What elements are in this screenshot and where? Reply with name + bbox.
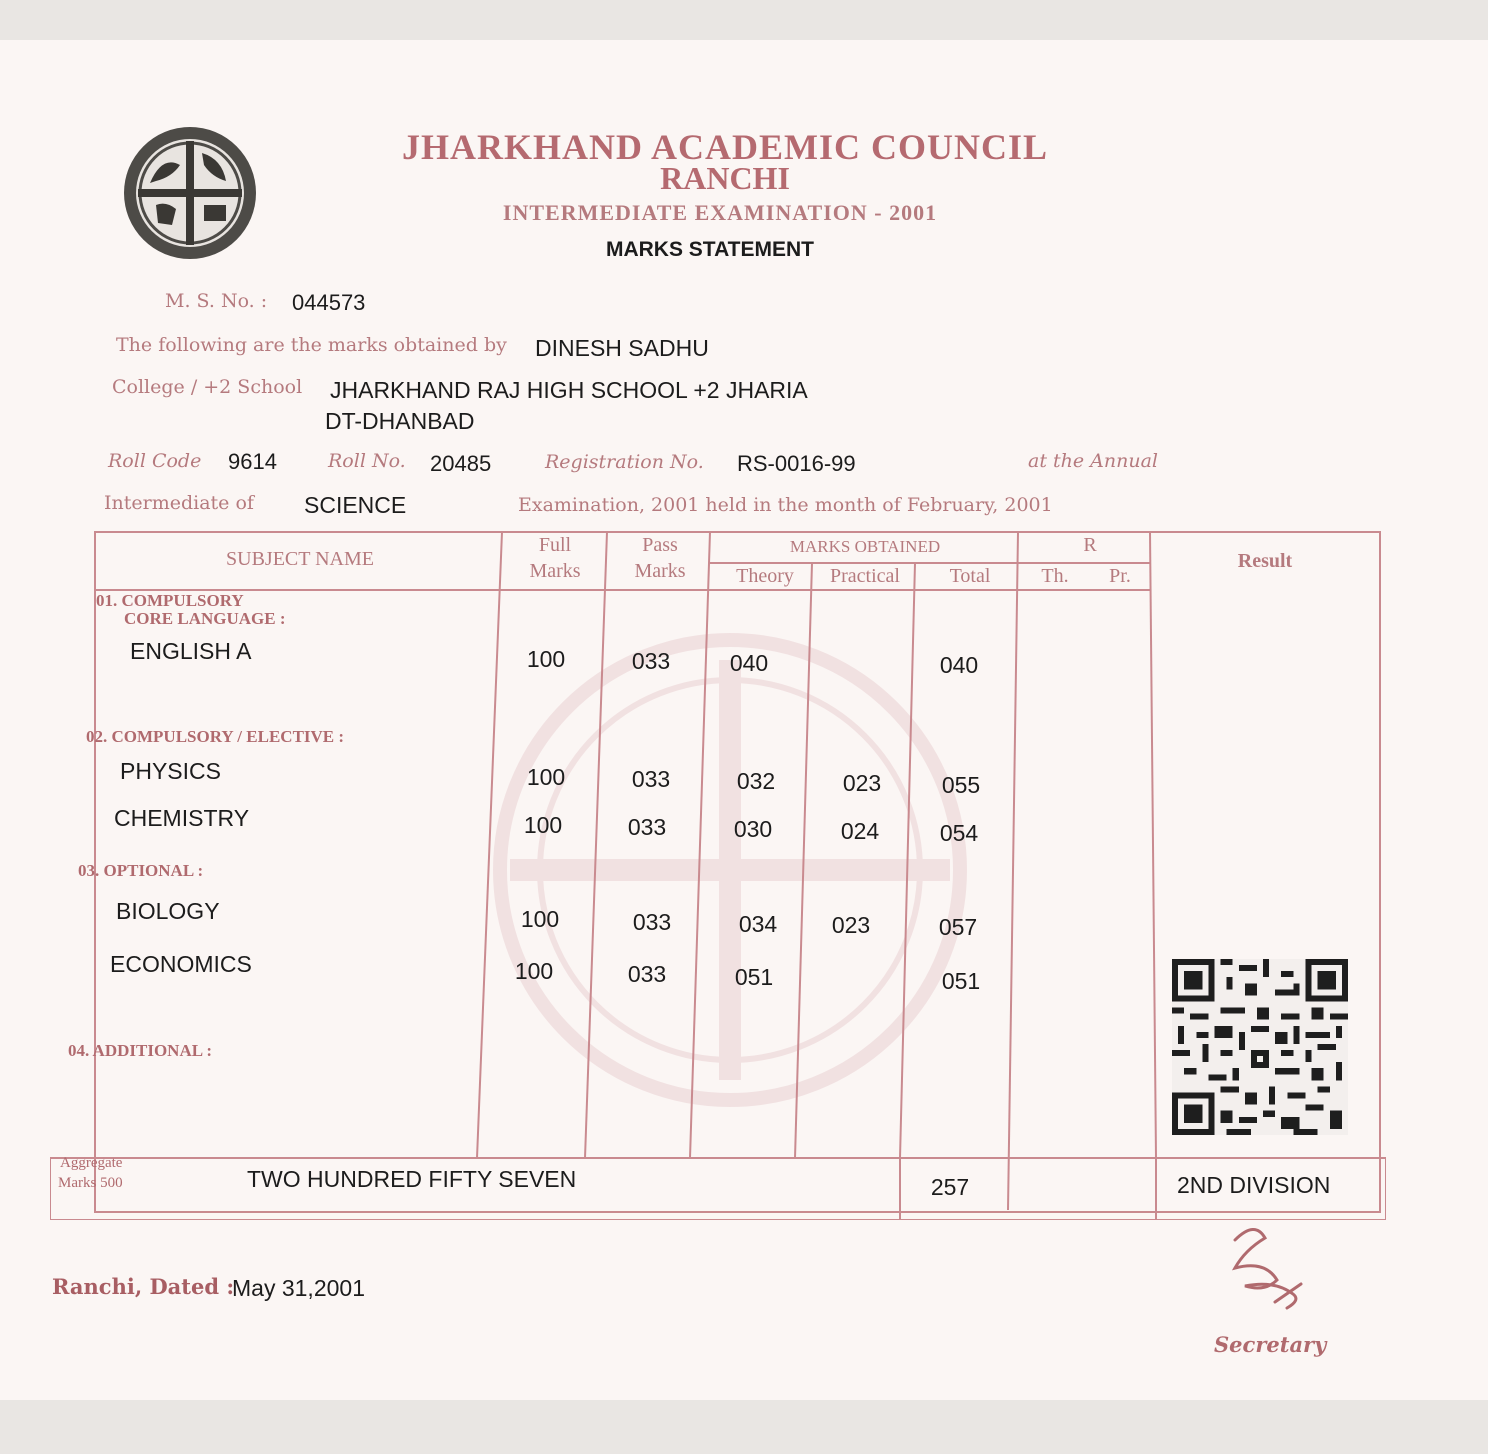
exam-title: INTERMEDIATE EXAMINATION - 2001 (502, 200, 938, 225)
group-core-language-label: CORE LANGUAGE : (124, 609, 286, 628)
secretary-signature (1205, 1220, 1325, 1320)
exam-held-text: Examination, 2001 held in the month of February, 2001 (518, 494, 1053, 516)
roll-no-value: 20485 (430, 451, 492, 476)
theory-marks: 051 (734, 964, 774, 990)
council-seal-logo (122, 125, 258, 261)
student-name: DINESH SADHU (535, 335, 709, 361)
practical-marks: 024 (840, 818, 880, 844)
aggregate-label: Aggregate (60, 1155, 123, 1171)
theory-marks: 034 (738, 911, 778, 937)
total-marks: 051 (941, 968, 981, 994)
full-marks: 100 (526, 764, 566, 790)
issue-date: May 31,2001 (232, 1275, 365, 1301)
full-marks: 100 (520, 906, 560, 932)
council-name: JHARKHAND ACADEMIC COUNCIL (401, 127, 1048, 167)
registration-label: Registration No. (545, 451, 704, 473)
full-marks: 100 (523, 812, 563, 838)
college-label: College / +2 School (112, 376, 303, 398)
pass-marks: 033 (631, 766, 671, 792)
group-optional-label: 03. OPTIONAL : (78, 861, 204, 880)
total-marks: 055 (941, 772, 981, 798)
header-subject: SUBJECT NAME (226, 548, 374, 570)
roll-code-value: 9614 (228, 449, 277, 474)
pass-marks: 033 (627, 814, 667, 840)
roll-no-label: Roll No. (328, 450, 406, 472)
roll-code-label: Roll Code (108, 450, 202, 472)
subject-name: ECONOMICS (110, 951, 252, 977)
group-compulsory-label: 01. COMPULSORY (96, 591, 244, 610)
header-result: Result (1237, 550, 1293, 572)
header-pass-marks: Pass Marks (634, 534, 686, 582)
aggregate-max-label: Marks 500 (58, 1175, 123, 1191)
total-marks: 040 (939, 652, 979, 678)
header-pr: Pr. (1109, 565, 1131, 587)
college-line-1: JHARKHAND RAJ HIGH SCHOOL +2 JHARIA (330, 377, 808, 403)
header-total: Total (949, 565, 991, 587)
subject-name: BIOLOGY (116, 898, 220, 924)
theory-marks: 032 (736, 768, 776, 794)
result-division: 2ND DIVISION (1177, 1172, 1331, 1198)
subject-name: ENGLISH A (130, 638, 252, 664)
group-compulsory-elective-label: 02. COMPULSORY / ELECTIVE : (86, 727, 345, 746)
full-marks: 100 (514, 958, 554, 984)
header-marks-obtained: MARKS OBTAINED (789, 537, 941, 556)
aggregate-total: 257 (930, 1174, 970, 1200)
header-theory: Theory (736, 565, 794, 587)
aggregate-in-words: TWO HUNDRED FIFTY SEVEN (247, 1166, 577, 1192)
secretary-title: Secretary (1214, 1332, 1327, 1357)
total-marks: 054 (939, 820, 979, 846)
ms-no-label: M. S. No. : (165, 290, 268, 312)
practical-marks: 023 (831, 912, 871, 938)
pass-marks: 033 (631, 648, 671, 674)
qr-code (1172, 958, 1348, 1136)
header-practical: Practical (830, 565, 900, 587)
theory-marks: 030 (733, 816, 773, 842)
full-marks: 100 (526, 646, 566, 672)
pass-marks: 033 (627, 961, 667, 987)
group-additional-label: 04. ADDITIONAL : (68, 1041, 213, 1060)
theory-marks: 040 (729, 650, 769, 676)
header-full-marks: Full Marks (529, 534, 581, 582)
college-line-2: DT-DHANBAD (325, 408, 475, 434)
council-city: RANCHI (660, 160, 790, 196)
ms-no-value: 044573 (292, 290, 366, 315)
practical-marks: 023 (842, 770, 882, 796)
marks-statement-document (0, 40, 1488, 1400)
document-title: MARKS STATEMENT (605, 238, 815, 261)
stream-value: SCIENCE (304, 492, 407, 518)
header-th: Th. (1041, 565, 1069, 587)
registration-value: RS-0016-99 (737, 451, 856, 476)
obtained-by-label: The following are the marks obtained by (116, 334, 507, 356)
header-r: R (1083, 534, 1097, 556)
total-marks: 057 (938, 914, 978, 940)
subject-name: PHYSICS (120, 758, 221, 784)
intermediate-label: Intermediate of (104, 492, 254, 514)
subject-name: CHEMISTRY (114, 805, 250, 831)
dated-label: Ranchi, Dated : (52, 1274, 235, 1299)
pass-marks: 033 (632, 909, 672, 935)
annual-label: at the Annual (1028, 450, 1158, 472)
